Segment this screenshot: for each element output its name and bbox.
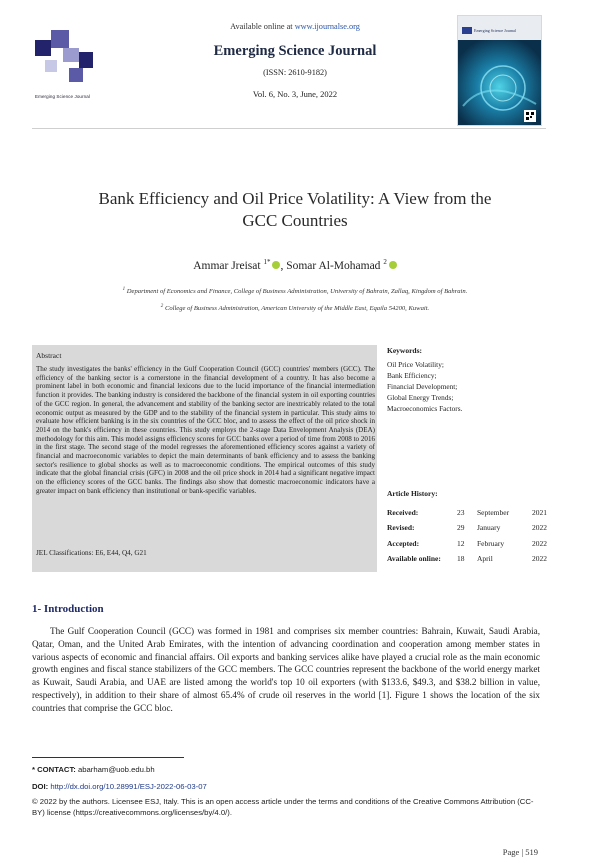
license-text: © 2022 by the authors. Licensee ESJ, Italy. This is an open access article under the terms and conditions of the Creative Commons Attribution (CC-BY) license (https://creativecommons.org/licenses/by/4.0/).: [32, 797, 534, 817]
intro-paragraph: The Gulf Cooperation Council (GCC) was formed in 1981 and comprises six member countries: Bahrain, Kuwait, Saudi Arabia, Qatar, Oman, and the United Arab Emirates, with the intention of advancing coordination and cooperation among member states in various aspects of economic and financial affairs. Oil exports and banking services alike have played a crucial role as the main economic growth engines and fiscal stance stabilizers of the GCC members. The GCC countries represent the backbone of the world energy market as Kuwait, Saudi Arabia, and UAE are listed among the world's top 10 oil exporters (with $133.6, $49.3, and $38.2 billion in value, respectively), in addition to their share of almost 65.4% of crude oil reserves in the world [1]. Figure 1 shows the location of the six countries that comprise the GCC bloc.: [32, 626, 540, 713]
keyword-item: Macroeconomics Factors.: [387, 404, 463, 413]
contact-line: * CONTACT: abarham@uob.edu.bh: [32, 765, 155, 774]
doi-link[interactable]: http://dx.doi.org/10.28991/ESJ-2022-06-03-07: [50, 782, 207, 791]
author-1: Ammar Jreisat: [193, 259, 261, 272]
history-available-online: Available online: 18 April 2022: [387, 554, 547, 563]
logo-caption: Emerging Science Journal: [35, 94, 90, 99]
jel-classifications: JEL Classifications: E6, E44, Q4, G21: [36, 549, 147, 557]
keyword-item: Global Energy Trends;: [387, 393, 454, 402]
keyword-item: Oil Price Volatility;: [387, 360, 444, 369]
orcid-icon[interactable]: [389, 261, 397, 269]
journal-cover: Emerging Science Journal: [457, 15, 542, 126]
availability-line: Available online at www.ijournalse.org: [230, 22, 360, 31]
abstract-label: Abstract: [36, 351, 62, 360]
section-heading: 1- Introduction: [32, 603, 104, 615]
keywords-list: [387, 359, 462, 414]
abstract-text: The study investigates the banks' efficiency in the Gulf Cooperation Council (GCC) countries' members (GCC). The efficiency of the banking sector is a cornerstone in the financial development of a country. It has also become a prominent label in both economic and financial lexicons due to the lucid importance of the financial intermediation function it provides. The banking industry is considered the backbone of the financial system in oil exporting countries of the GCC region. In general, the advancement and stability of the banking sector are inextricably related to the total economic output as measured by the GDP and to the stability of the financial system in particular. This study aims to evaluate how efficient banking is in the six countries of the GCC bloc, and to assess the effect of the oil price shock in 2014 on the bank's efficiency in these countries. This study employs the 2-stage Data Envelopment Analysis (DEA) methodology for this aim. This model assigns efficiency scores for GCC banks over a period of time from 2008 to 2016 in the first stage. The second stage of the model regresses the aforementioned efficiency scores against a variety of financial and macroeconomic variables to depict the main determinants of bank efficiency and to assess the banking sector's resilience to global shocks as well as to macroeconomic conditions. The empirical outcomes of this study indicate that the global financial crisis (GFC) in 2008 and the oil price shock in 2014 had a significant negative impact on the efficiency scores of the GCC banks. The findings also show that domestic macroeconomic indicators have a greater impact on bank efficiency than institutional or bank-specific variables.: [36, 365, 375, 495]
keyword-item: Bank Efficiency;: [387, 371, 437, 380]
issn: (ISSN: 2610-9182): [263, 68, 327, 77]
keywords-title: Keywords:: [387, 346, 422, 355]
cover-art: [458, 16, 541, 125]
header-divider: [32, 128, 546, 129]
volume-info: Vol. 6, No. 3, June, 2022: [252, 89, 338, 99]
author-list: Ammar Jreisat $^{1*}$ , Somar Al-Mohamad $^2$: [60, 258, 530, 272]
contact-email[interactable]: abarham@uob.edu.bh: [77, 765, 155, 774]
journal-logo: [35, 30, 110, 105]
history-accepted: Accepted: 12 February 2022: [387, 539, 547, 548]
history-revised: Revised: 29 January 2022: [387, 523, 547, 532]
author-2: Somar Al-Mohamad: [286, 259, 381, 272]
affiliation-2: $^2$ College of Business Administration, American University of the Middle East, Eqaila 54200, Kuwait.: [160, 304, 430, 313]
affiliation-1: $^1$ Department of Economics and Finance, College of Business Administration, University of Bahrain, Zallaq, Kingdom of Bahrain.: [122, 287, 468, 296]
article-history-title: Article History:: [387, 489, 438, 498]
article-title: Bank Efficiency and Oil Price Volatility: A View from the GCC Countries: [98, 189, 492, 230]
footnote-divider: [32, 757, 184, 758]
journal-name: Emerging Science Journal: [213, 43, 377, 59]
page-number: Page | 519: [502, 847, 538, 857]
journal-website-link[interactable]: www.ijournalse.org: [294, 22, 360, 31]
doi-line: DOI: http://dx.doi.org/10.28991/ESJ-2022-06-03-07: [32, 782, 207, 791]
journal-header: [150, 22, 440, 99]
keyword-item: Financial Development;: [387, 382, 458, 391]
history-received: Received: 23 September 2021: [387, 508, 547, 517]
